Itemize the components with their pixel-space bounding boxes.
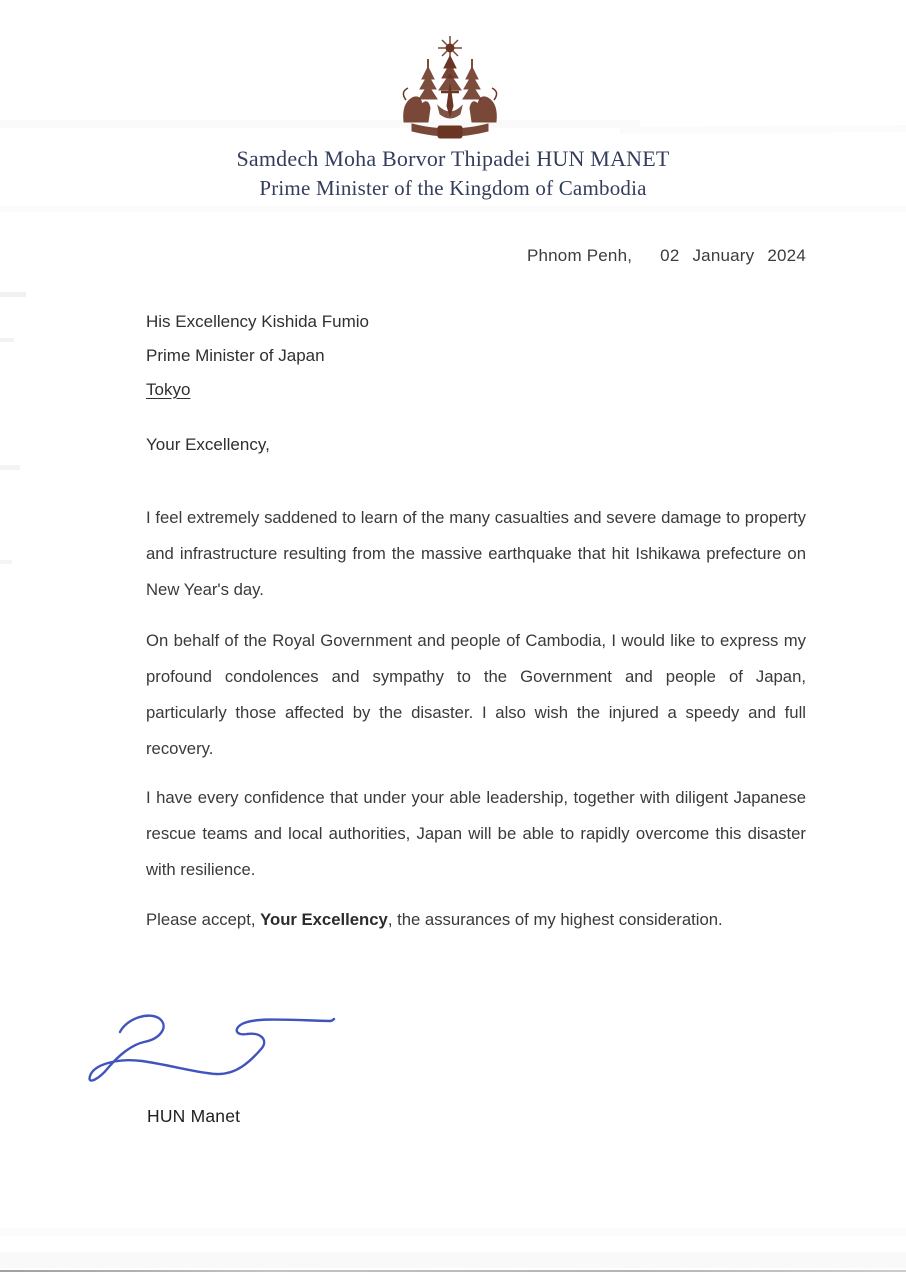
closing-pre: Please accept, [146,910,261,929]
dateline [146,246,806,266]
scan-paper-edge [0,1270,906,1272]
recipient-block [146,305,369,407]
scan-streak [620,125,906,134]
body-paragraph: I feel extremely saddened to learn of the many casualties and severe damage to property and infrastructure resulting from the massive earthquake that hit Ishikawa prefecture on New Year's day. [146,508,806,599]
recipient-title: Prime Minister of Japan [146,346,325,365]
scan-paper-shadow [0,1252,906,1268]
letterhead-title: Samdech Moha Borvor Thipadei HUN MANET [236,146,670,171]
scan-streak [0,465,20,470]
scan-streak [0,206,906,212]
closing-post: , the assurances of my highest consideration. [387,910,723,929]
dateline-day: 02 [660,246,680,265]
recipient-name: His Excellency Kishida Fumio [146,312,369,331]
scan-streak [0,338,14,342]
royal-arms-of-cambodia-icon [398,34,502,142]
closing-line [146,902,806,938]
dateline-month: January [692,246,755,265]
letterhead-subtitle: Prime Minister of the Kingdom of Cambodia [259,176,647,200]
scan-streak [0,560,12,564]
scan-streak [0,120,640,128]
closing-emphasis: Your Excellency [260,910,388,929]
dateline-year: 2024 [767,246,806,265]
salutation: Your Excellency, [146,435,270,454]
scan-streak [0,292,26,297]
body-paragraph: On behalf of the Royal Government and people of Cambodia, I would like to express my profound condolences and sympathy to the Government and people of Japan, particularly those affected by the disaster. I also wish the injured a speedy and full recovery. [146,631,806,758]
scan-streak [0,1228,906,1236]
recipient-city: Tokyo [146,380,191,399]
signer-name: HUN Manet [147,1106,241,1126]
body-paragraph: I have every confidence that under your able leadership, together with diligent Japanese rescue teams and local authorities, Japan will be able to rapidly overcome this disaster with resilience. [146,788,806,879]
dateline-place: Phnom Penh, [526,246,633,265]
handwritten-signature [80,996,338,1098]
